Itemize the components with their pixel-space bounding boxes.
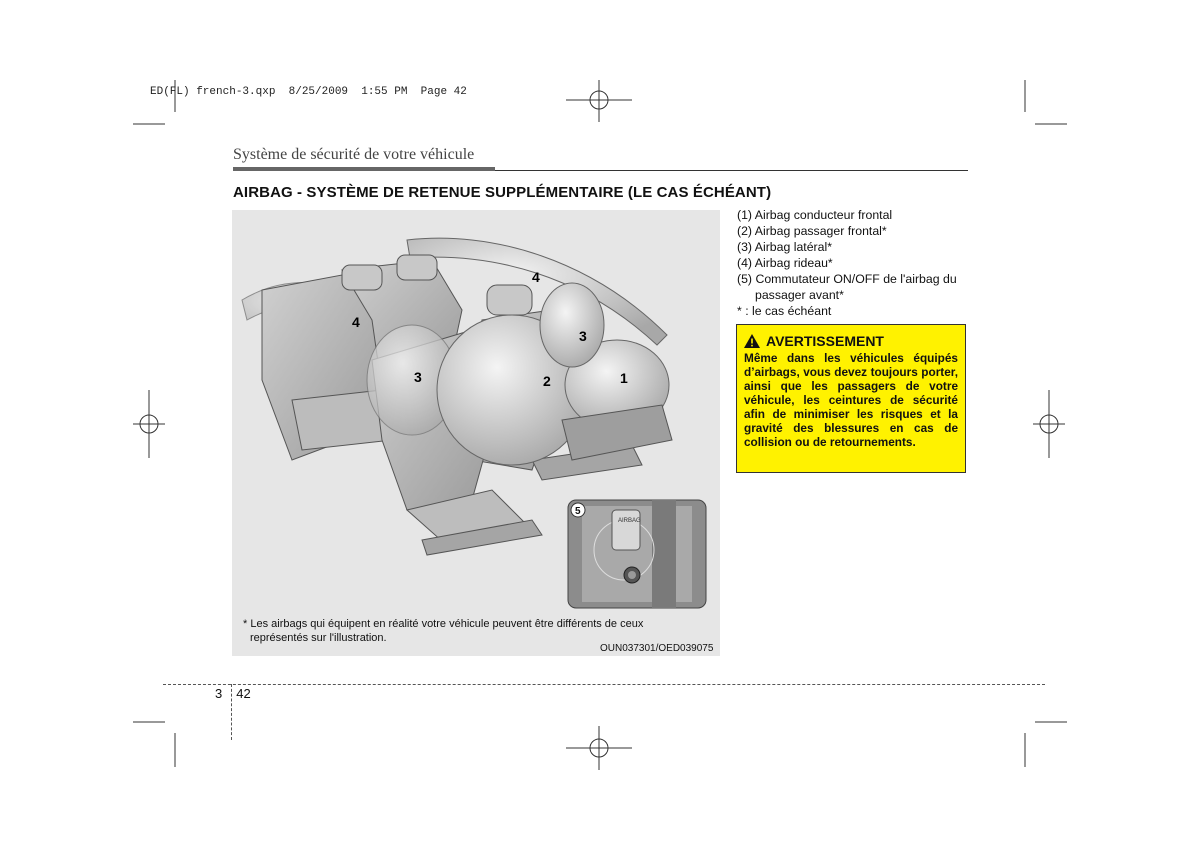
- legend-item-1: (1) Airbag conducteur frontal: [737, 208, 893, 222]
- section-title: Système de sécurité de votre véhicule: [233, 146, 475, 163]
- figure-footnote: [243, 617, 683, 645]
- footer-dashed-rule: [163, 684, 1045, 685]
- legend-item-4: (4) Airbag rideau*: [737, 256, 833, 270]
- label-3-rear: 3: [414, 369, 422, 385]
- figure-code: OUN037301/OED039075: [600, 643, 714, 654]
- label-1: 1: [620, 370, 628, 386]
- registration-target-left: [133, 390, 165, 458]
- chapter-number: 3: [215, 686, 223, 701]
- legend-item-2: (2) Airbag passager frontal*: [737, 224, 887, 238]
- registration-target-bottom: [566, 726, 632, 770]
- legend-item-3: (3) Airbag latéral*: [737, 240, 833, 254]
- print-header: ED(FL) french-3.qxp 8/25/2009 1:55 PM Page 42: [150, 86, 467, 98]
- airbag-figure: [232, 210, 720, 656]
- registration-target-top: [566, 80, 632, 122]
- legend-item-5: (5) Commutateur ON/OFF de l'airbag du: [737, 272, 957, 286]
- airbag-illustration: [232, 210, 720, 656]
- label-4-rear: 4: [352, 314, 360, 330]
- airbag-legend: [737, 207, 977, 319]
- footnote-line-1: * Les airbags qui équipent en réalité votre véhicule peuvent être différents de ceux: [243, 618, 644, 630]
- warning-title: AVERTISSEMENT: [766, 333, 884, 349]
- main-heading: AIRBAG - SYSTÈME DE RETENUE SUPPLÉMENTAIRE (LE CAS ÉCHÉANT): [233, 184, 772, 201]
- section-rule-thin: [495, 170, 968, 171]
- footnote-line-2: représentés sur l'illustration.: [250, 632, 387, 644]
- legend-note: * : le cas échéant: [737, 304, 832, 318]
- registration-target-right: [1033, 390, 1065, 458]
- page-number-value: 42: [236, 686, 251, 701]
- label-5: 5: [575, 506, 581, 517]
- inset-switch-text: AIRBAG: [618, 518, 641, 524]
- label-2: 2: [543, 373, 551, 389]
- page-number: [215, 686, 251, 701]
- section-rule-thick: [233, 167, 495, 171]
- label-4-front: 4: [532, 269, 540, 285]
- warning-triangle-icon: [744, 334, 760, 348]
- legend-item-5-cont: passager avant*: [755, 288, 844, 302]
- switch-inset: [568, 500, 706, 608]
- warning-box: [736, 324, 966, 473]
- warning-body: Même dans les véhicules équipés d’airbags, vous devez toujours porter, ainsi que les passagers de votre véhicule, les ceintures de sécurité afin de minimiser les risques et la gravité des blessures en cas de collision ou de retournements.: [744, 351, 958, 449]
- label-3-front: 3: [579, 328, 587, 344]
